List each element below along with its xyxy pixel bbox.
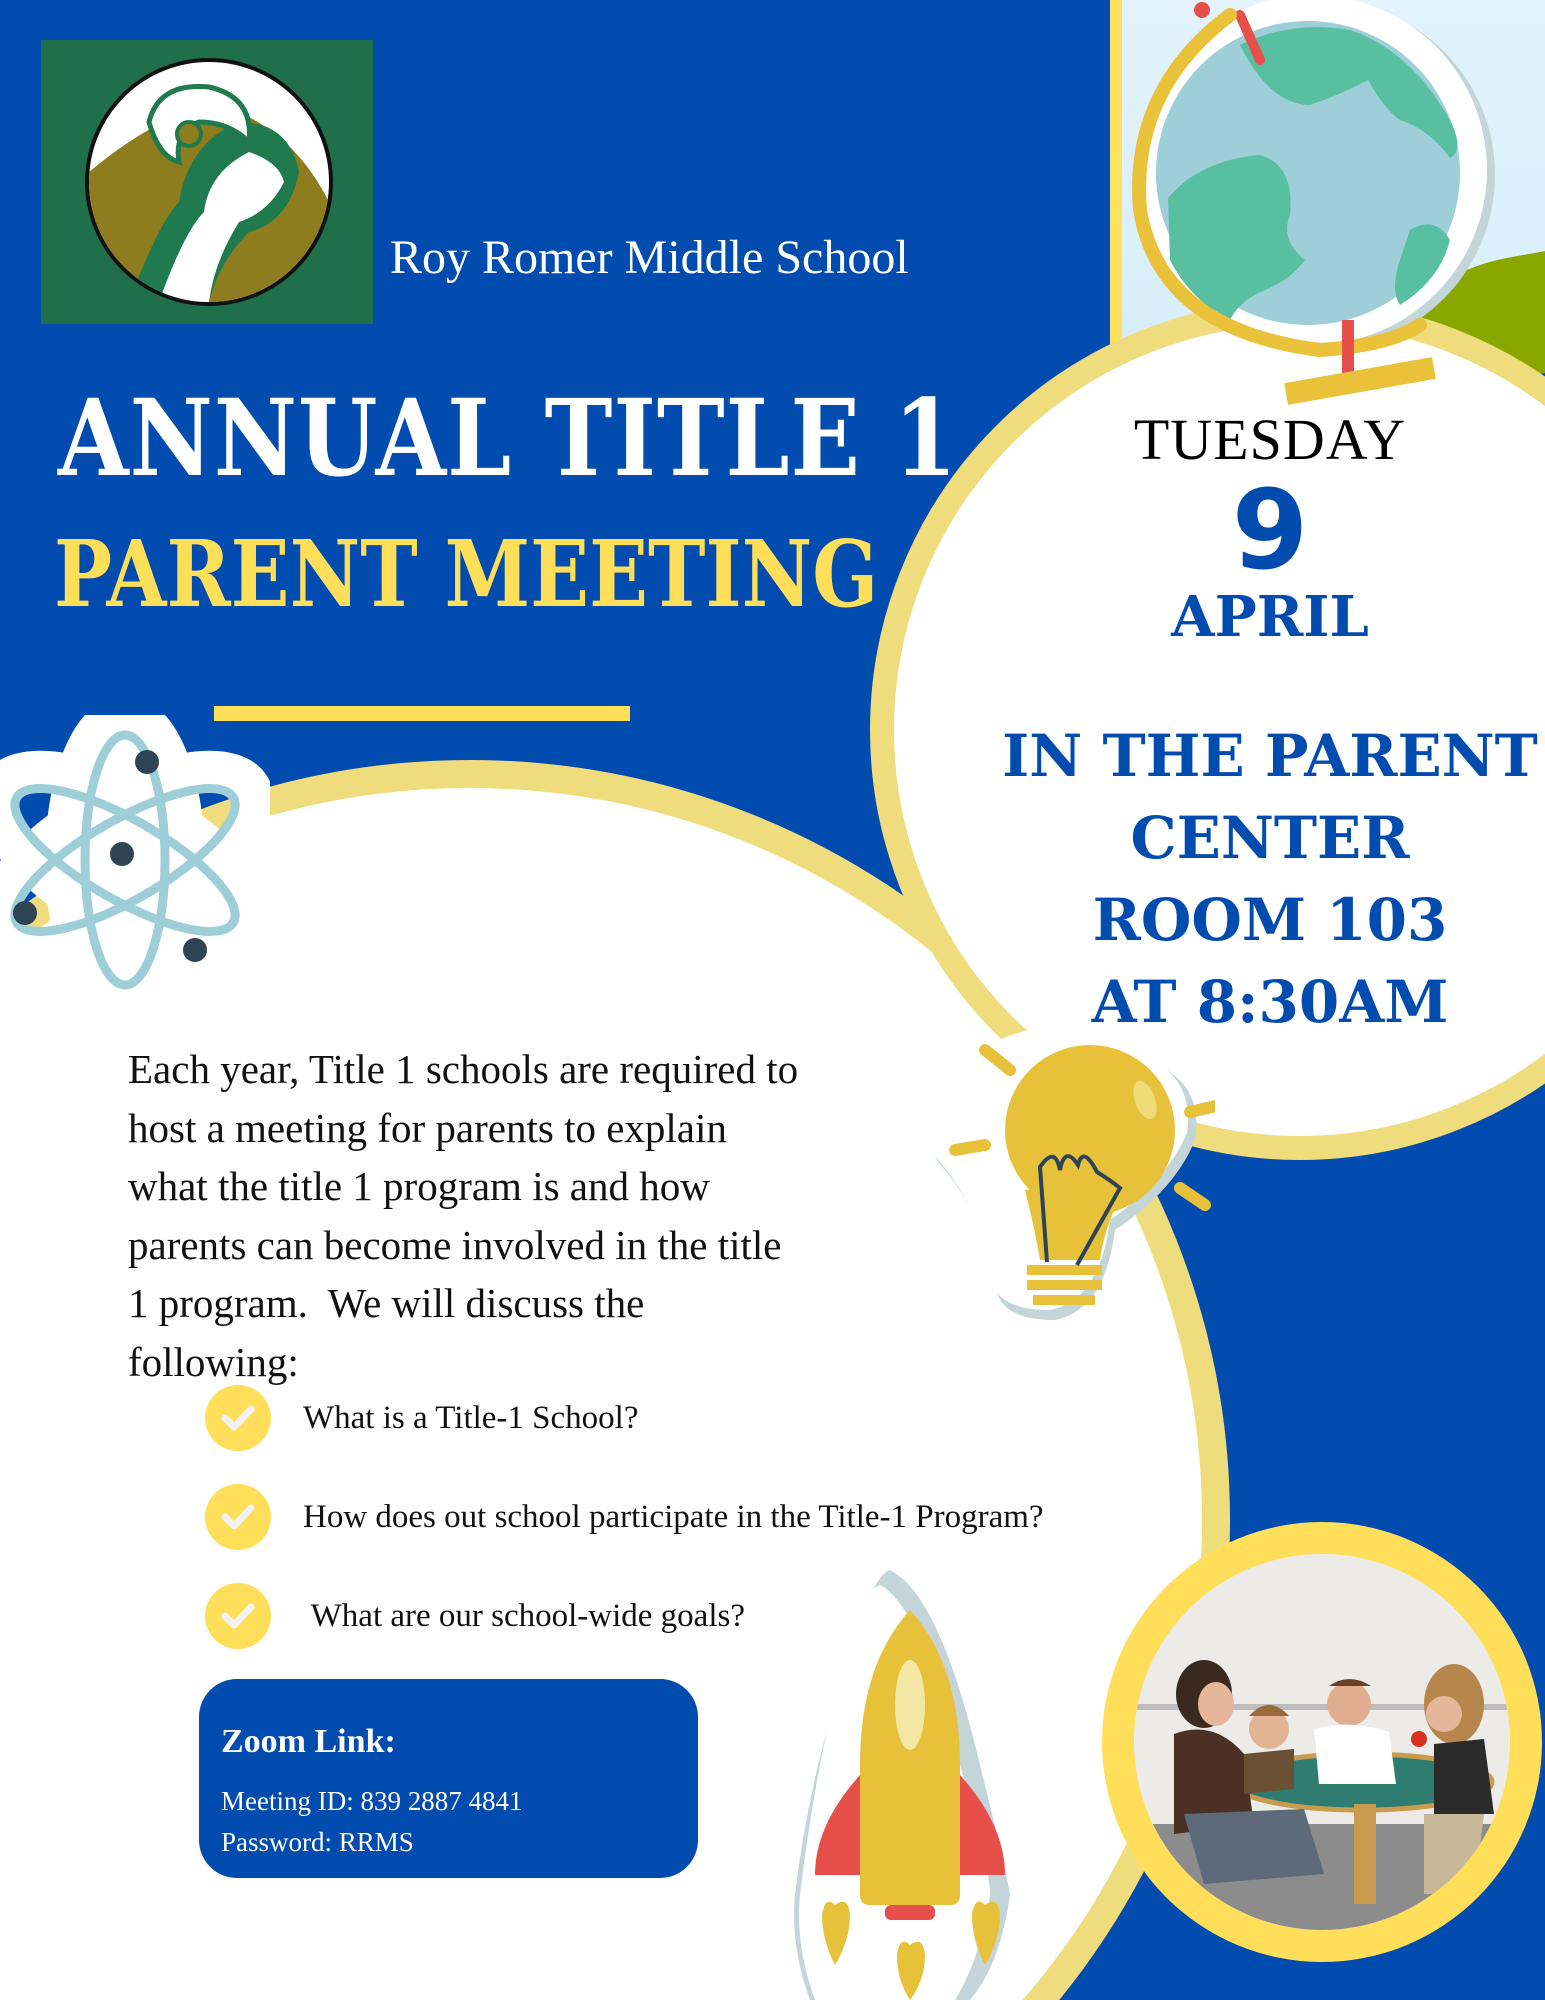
intro-line: 1 program. We will discuss the [128,1280,645,1326]
intro-paragraph [128,1040,928,1391]
day-number: 9 [1231,466,1309,594]
intro-line: parents can become involved in the title [128,1221,782,1268]
atom-icon [0,715,270,1005]
event-location [990,715,1545,1043]
title-divider [214,706,630,721]
school-name: Roy Romer Middle School [390,231,909,284]
intro-line: following: [128,1338,299,1385]
checklist-item [205,1583,745,1649]
school-logo [41,40,373,324]
ram-logo-icon [85,58,333,306]
title-line-1: ANNUAL TITLE 1 [58,375,958,500]
location-line: AT 8:30AM [1091,968,1449,1036]
checklist-item [205,1385,638,1451]
checklist-item [205,1484,1044,1550]
rocket-icon [790,1565,1020,2000]
intro-line: Each year, Title 1 schools are required to [128,1046,799,1092]
meeting-password: Password: RRMS [221,1827,414,1857]
check-icon [205,1385,271,1451]
location-line: CENTER [1130,804,1410,872]
lightbulb-icon [915,1020,1215,1340]
checklist-label: What is a Title-1 School? [303,1399,639,1436]
location-line: IN THE PARENT [1002,722,1538,790]
zoom-info-card [199,1679,698,1878]
zoom-link-heading: Zoom Link: [221,1723,396,1760]
check-icon [205,1583,271,1649]
checklist-label: How does out school participate in the Title-1 Program? [303,1498,1044,1535]
title-line-2: PARENT MEETING [54,520,879,628]
photo-frame [1102,1522,1542,1962]
check-icon [205,1484,271,1550]
day-of-week: TUESDAY [1133,407,1407,472]
meeting-id: Meeting ID: 839 2887 4841 [221,1786,523,1816]
month: APRIL [1171,584,1369,650]
globe-icon [1090,0,1520,420]
location-line: ROOM 103 [1092,886,1448,954]
intro-line: host a meeting for parents to explain [128,1104,727,1151]
checklist-label: What are our school-wide goals? [303,1597,745,1634]
intro-line: what the title 1 program is and how [128,1163,710,1209]
parent-teacher-meeting-photo [1134,1554,1510,1930]
event-date [990,405,1545,649]
